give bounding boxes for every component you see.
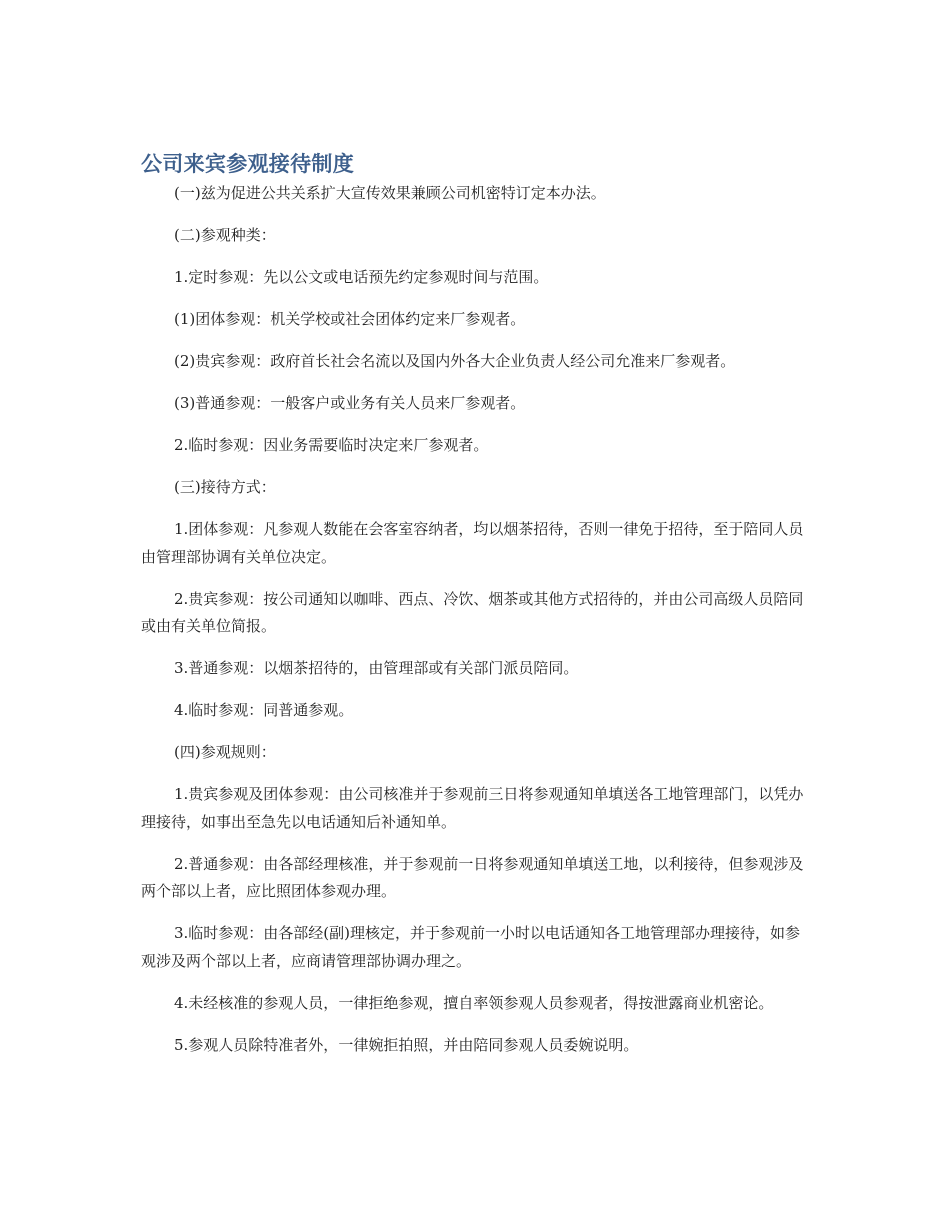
paragraph: 2.普通参观：由各部经理核准，并于参观前一日将参观通知单填送工地，以利接待，但参观涉及两个部以上者，应比照团体参观办理。 [141, 854, 804, 900]
document-body [141, 148, 805, 1059]
paragraph: (一)兹为促进公共关系扩大宣传效果兼顾公司机密特订定本办法。 [174, 184, 606, 202]
paragraph: (2)贵宾参观：政府首长社会名流以及国内外各大企业负责人经公司允准来厂参观者。 [174, 352, 736, 370]
paragraph: 2.临时参观：因业务需要临时决定来厂参观者。 [174, 436, 489, 454]
paragraph: 2.贵宾参观：按公司通知以咖啡、西点、冷饮、烟茶或其他方式招待的，并由公司高级人员陪同或由有关单位简报。 [141, 589, 804, 635]
paragraph: 1.贵宾参观及团体参观：由公司核准并于参观前三日将参观通知单填送各工地管理部门，以凭办理接待，如事出至急先以电话通知后补通知单。 [141, 785, 804, 831]
paragraph: (二)参观种类： [174, 226, 276, 244]
paragraph: (3)普通参观：一般客户或业务有关人员来厂参观者。 [174, 394, 526, 412]
paragraph: 3.普通参观：以烟茶招待的，由管理部或有关部门派员陪同。 [174, 659, 579, 677]
paragraph: (三)接待方式： [174, 478, 276, 496]
paragraph: 5.参观人员除特准者外，一律婉拒拍照，并由陪同参观人员委婉说明。 [174, 1035, 639, 1054]
document-title: 公司来宾参观接待制度 [141, 152, 354, 176]
paragraph: 4.临时参观：同普通参观。 [174, 701, 354, 719]
paragraph: 3.临时参观：由各部经(副)理核定，并于参观前一小时以电话通知各工地管理部办理接待，如参观涉及两个部以上者，应商请管理部协调办理之。 [141, 924, 801, 970]
paragraph: 1.定时参观：先以公文或电话预先约定参观时间与范围。 [174, 268, 549, 286]
paragraph: 1.团体参观：凡参观人数能在会客室容纳者，均以烟茶招待，否则一律免于招待，至于陪同人员由管理部协调有关单位决定。 [141, 520, 804, 566]
paragraph: (1)团体参观：机关学校或社会团体约定来厂参观者。 [174, 310, 526, 328]
paragraph: (四)参观规则： [174, 743, 276, 761]
paragraph: 4.未经核准的参观人员，一律拒绝参观，擅自率领参观人员参观者，得按泄露商业机密论。 [174, 993, 774, 1012]
